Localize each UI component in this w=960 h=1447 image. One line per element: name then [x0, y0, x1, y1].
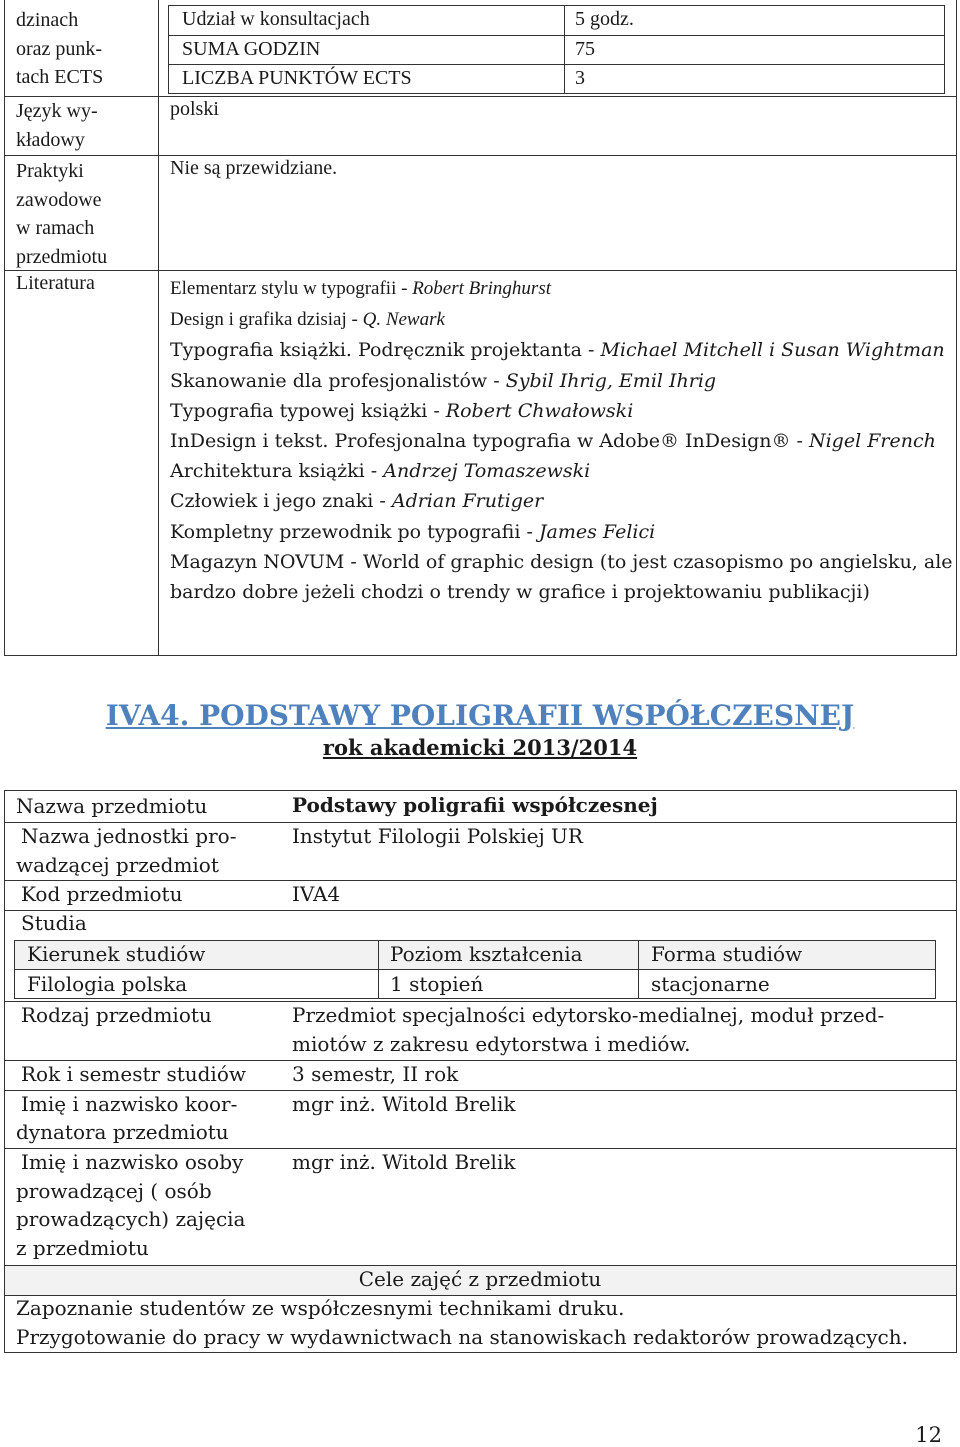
- hours-row-label: Udział w konsultacjach: [182, 8, 370, 30]
- coordinator-value: mgr inż. Witold Brelik: [292, 1092, 516, 1116]
- unit-value: Instytut Filologii Polskiej UR: [292, 824, 583, 848]
- studies-value: 1 stopień: [390, 972, 484, 996]
- code-value: IVA4: [292, 882, 341, 906]
- hours-row-value: 5 godz.: [575, 8, 634, 30]
- hours-row-label: SUMA GODZIN: [182, 38, 321, 60]
- literature-item: Elementarz stylu w typografii - Robert Bringhurst: [170, 278, 551, 299]
- literature-item: Człowiek i jego znaki - Adrian Frutiger: [170, 490, 544, 513]
- literature-item: Typografia typowej książki - Robert Chwałowski: [170, 399, 634, 422]
- literature-label: Literatura: [16, 272, 95, 294]
- practice-label: Praktyki zawodowe w ramach przedmiotu: [16, 160, 108, 268]
- studies-header: Poziom kształcenia: [390, 942, 583, 966]
- code-label: Kod przedmiotu: [21, 882, 183, 906]
- year-value: 3 semestr, II rok: [292, 1062, 459, 1086]
- literature-item: InDesign i tekst. Profesjonalna typografia w Adobe® InDesign® - Nigel French: [170, 430, 936, 453]
- literature-item: Skanowanie dla profesjonalistów - Sybil Ihrig, Emil Ihrig: [170, 369, 717, 392]
- language-label: Język wy- kładowy: [16, 100, 98, 151]
- coordinator-label: dynatora przedmiotu: [16, 1120, 229, 1144]
- goals-header: Cele zajęć z przedmiotu: [358, 1267, 602, 1291]
- hours-row-label: LICZBA PUNKTÓW ECTS: [182, 67, 412, 89]
- hours-row-value: 75: [575, 38, 595, 60]
- page-number: 12: [915, 1423, 942, 1447]
- coordinator-label: Imię i nazwisko koor-: [21, 1092, 238, 1116]
- literature-item: Design i grafika dzisiaj - Q. Newark: [170, 309, 445, 331]
- section-subtitle: rok akademicki 2013/2014: [322, 735, 638, 760]
- type-label: Rodzaj przedmiotu: [21, 1003, 212, 1027]
- course-name-value: Podstawy poligrafii współczesnej: [292, 793, 658, 817]
- studies-header: Kierunek studiów: [27, 942, 206, 966]
- studies-value: Filologia polska: [27, 972, 188, 996]
- teacher-label: z przedmiotu: [16, 1236, 149, 1260]
- teacher-label: Imię i nazwisko osoby: [21, 1150, 244, 1174]
- type-value: Przedmiot specjalności edytorsko-medialnej, moduł przed-: [292, 1003, 885, 1027]
- language-value: polski: [170, 98, 219, 120]
- ects-label: dzinach oraz punk- tach ECTS: [16, 9, 104, 88]
- literature-list: [170, 273, 953, 607]
- goal-item: Przygotowanie do pracy w wydawnictwach na stanowiskach redaktorów prowadzących.: [16, 1325, 908, 1349]
- course-name-label: Nazwa przedmiotu: [16, 794, 208, 818]
- year-label: Rok i semestr studiów: [21, 1062, 246, 1086]
- unit-label: wadzącej przedmiot: [16, 853, 219, 877]
- literature-item: bardzo dobre jeżeli chodzi o trendy w grafice i projektowaniu publikacji): [170, 581, 870, 604]
- literature-item: Typografia książki. Podręcznik projektanta - Michael Mitchell i Susan Wightman: [170, 339, 945, 362]
- studies-header: Forma studiów: [651, 942, 803, 966]
- teacher-label: prowadzących) zajęcia: [16, 1207, 246, 1231]
- unit-label: Nazwa jednostki pro-: [21, 824, 237, 848]
- practice-value: Nie są przewidziane.: [170, 157, 338, 179]
- literature-item: Architektura książki - Andrzej Tomaszewski: [170, 460, 591, 483]
- teacher-label: prowadzącej ( osób: [16, 1179, 212, 1203]
- type-value: miotów z zakresu edytorstwa i mediów.: [292, 1032, 691, 1056]
- literature-item: Magazyn NOVUM - World of graphic design (to jest czasopismo po angielsku, ale: [170, 550, 953, 573]
- studies-value: stacjonarne: [651, 972, 770, 996]
- teacher-value: mgr inż. Witold Brelik: [292, 1150, 516, 1174]
- goal-item: Zapoznanie studentów ze współczesnymi technikami druku.: [16, 1296, 625, 1320]
- hours-row-value: 3: [575, 67, 585, 89]
- section-title: IVA4. PODSTAWY POLIGRAFII WSPÓŁCZESNEJ: [105, 699, 855, 732]
- literature-item: Kompletny przewodnik po typografii - James Felici: [170, 520, 656, 543]
- studies-label: Studia: [21, 911, 87, 935]
